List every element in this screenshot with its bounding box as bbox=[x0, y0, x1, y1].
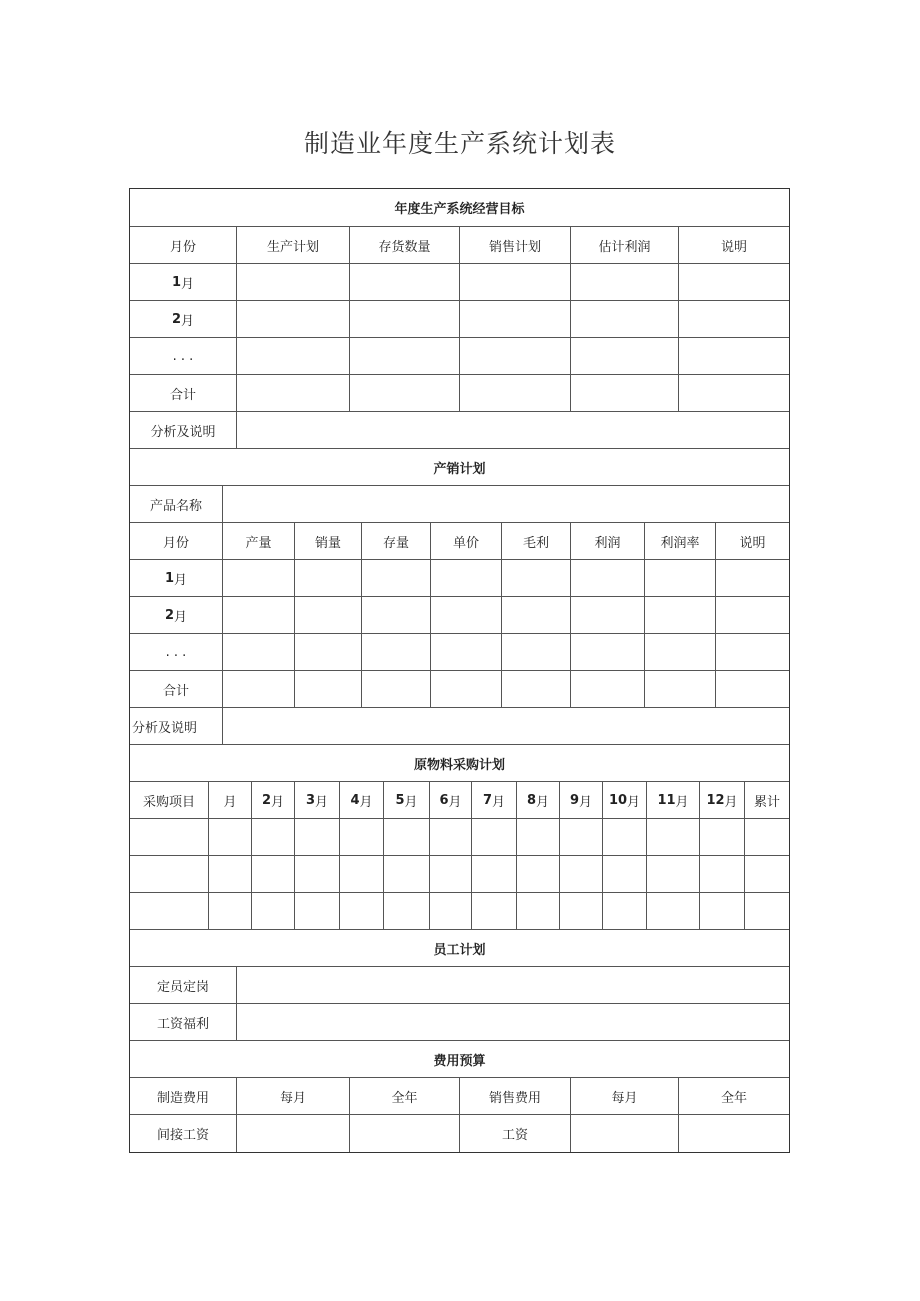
header-cell: 6 月 bbox=[430, 782, 472, 818]
month-label: 1 月 bbox=[130, 264, 237, 300]
header-cell: 利润 bbox=[571, 523, 645, 559]
header-cell: 累计 bbox=[753, 794, 780, 810]
month-label: 2 月 bbox=[130, 597, 223, 633]
input-cell[interactable] bbox=[716, 597, 789, 633]
header-cell: 8 月 bbox=[517, 782, 560, 818]
analysis-label: 分析及说明 bbox=[130, 412, 237, 448]
input-cell[interactable] bbox=[431, 597, 502, 633]
input-cell[interactable] bbox=[350, 338, 460, 374]
analysis-label: 分析及说明 bbox=[130, 708, 223, 744]
table-row-total bbox=[130, 375, 789, 412]
header-cell: 销量 bbox=[295, 523, 362, 559]
table-header-row bbox=[130, 1078, 789, 1115]
input-cell[interactable] bbox=[647, 893, 700, 929]
input-cell[interactable] bbox=[560, 856, 603, 892]
input-cell[interactable] bbox=[384, 856, 430, 892]
header-cell: 单价 bbox=[431, 523, 502, 559]
input-cell[interactable] bbox=[431, 634, 502, 670]
table-row bbox=[130, 1115, 789, 1152]
header-cell: 月份 bbox=[130, 523, 223, 559]
header-cell: 4 月 bbox=[340, 782, 384, 818]
input-cell[interactable] bbox=[679, 1115, 789, 1152]
header-cell: 制造费用 bbox=[130, 1078, 237, 1114]
table-row bbox=[130, 301, 789, 338]
input-cell[interactable] bbox=[571, 597, 645, 633]
analysis-row bbox=[130, 412, 789, 449]
input-cell[interactable] bbox=[295, 856, 340, 892]
input-cell[interactable] bbox=[362, 634, 431, 670]
input-cell[interactable] bbox=[679, 375, 789, 411]
input-cell[interactable] bbox=[237, 301, 350, 337]
input-cell[interactable] bbox=[716, 560, 789, 596]
input-cell[interactable] bbox=[472, 856, 517, 892]
row-label: 间接工资 bbox=[130, 1115, 237, 1152]
header-cell: 说明 bbox=[720, 239, 747, 255]
input-cell[interactable] bbox=[603, 819, 647, 855]
input-cell[interactable] bbox=[700, 856, 745, 892]
input-cell[interactable] bbox=[517, 893, 560, 929]
ellipsis-label: . . . bbox=[130, 338, 237, 374]
input-cell[interactable] bbox=[295, 893, 340, 929]
input-cell[interactable] bbox=[431, 671, 502, 707]
staffing-label: 工资福利 bbox=[130, 1004, 237, 1040]
header-cell: 月 bbox=[209, 782, 252, 818]
input-cell[interactable] bbox=[130, 893, 209, 929]
input-cell[interactable] bbox=[502, 634, 571, 670]
input-cell[interactable] bbox=[350, 375, 460, 411]
input-cell[interactable] bbox=[252, 819, 295, 855]
header-cell: 销售计划 bbox=[460, 227, 571, 263]
input-cell[interactable] bbox=[645, 671, 716, 707]
header-cell: 产量 bbox=[223, 523, 295, 559]
input-cell[interactable] bbox=[745, 819, 789, 855]
header-cell: 9 月 bbox=[560, 782, 603, 818]
month-label: 2 月 bbox=[130, 301, 237, 337]
input-cell[interactable] bbox=[517, 856, 560, 892]
input-cell[interactable] bbox=[223, 560, 295, 596]
input-cell[interactable] bbox=[571, 1115, 679, 1152]
plan-table bbox=[129, 188, 790, 1153]
header-cell: 全年 bbox=[720, 1090, 747, 1106]
input-cell[interactable] bbox=[431, 560, 502, 596]
input-cell[interactable] bbox=[350, 301, 460, 337]
product-name-row bbox=[130, 486, 789, 523]
input-cell[interactable] bbox=[237, 967, 789, 1003]
input-cell[interactable] bbox=[560, 893, 603, 929]
input-cell[interactable] bbox=[430, 819, 472, 855]
input-cell[interactable] bbox=[130, 856, 209, 892]
input-cell[interactable] bbox=[340, 819, 384, 855]
input-cell[interactable] bbox=[295, 671, 362, 707]
input-cell[interactable] bbox=[430, 893, 472, 929]
input-cell[interactable] bbox=[571, 671, 645, 707]
input-cell[interactable] bbox=[350, 264, 460, 300]
table-row bbox=[130, 819, 789, 856]
input-cell[interactable] bbox=[647, 856, 700, 892]
input-cell[interactable] bbox=[472, 893, 517, 929]
header-cell: 利润率 bbox=[645, 523, 716, 559]
input-cell[interactable] bbox=[295, 634, 362, 670]
header-cell: 生产计划 bbox=[237, 227, 350, 263]
staffing-row bbox=[130, 1004, 789, 1041]
table-header-row bbox=[130, 782, 789, 819]
input-cell[interactable] bbox=[571, 301, 679, 337]
input-cell[interactable] bbox=[647, 819, 700, 855]
input-cell[interactable] bbox=[209, 893, 252, 929]
section-heading-staffing bbox=[130, 930, 789, 967]
table-row bbox=[130, 338, 789, 375]
header-cell: 11 月 bbox=[647, 782, 700, 818]
header-cell: 5 月 bbox=[384, 782, 430, 818]
input-cell[interactable] bbox=[571, 264, 679, 300]
input-cell[interactable] bbox=[645, 634, 716, 670]
table-row bbox=[130, 264, 789, 301]
input-cell[interactable] bbox=[502, 597, 571, 633]
input-cell[interactable] bbox=[295, 819, 340, 855]
input-cell[interactable] bbox=[502, 671, 571, 707]
input-cell[interactable] bbox=[130, 819, 209, 855]
header-cell: 每月 bbox=[237, 1078, 350, 1114]
input-cell[interactable] bbox=[472, 819, 517, 855]
input-cell[interactable] bbox=[209, 819, 252, 855]
input-cell[interactable] bbox=[560, 819, 603, 855]
input-cell[interactable] bbox=[745, 893, 789, 929]
month-label: 1 月 bbox=[130, 560, 223, 596]
section-title: 费用预算 bbox=[433, 1053, 486, 1069]
header-cell: 全年 bbox=[350, 1078, 460, 1114]
input-cell[interactable] bbox=[384, 819, 430, 855]
input-cell[interactable] bbox=[460, 375, 571, 411]
ellipsis-label: . . . bbox=[130, 634, 223, 670]
table-row bbox=[130, 856, 789, 893]
input-cell[interactable] bbox=[716, 634, 789, 670]
input-cell[interactable] bbox=[237, 1004, 789, 1040]
input-cell[interactable] bbox=[295, 560, 362, 596]
input-cell[interactable] bbox=[350, 1115, 460, 1152]
row-label: 工资 bbox=[460, 1115, 571, 1152]
analysis-input[interactable] bbox=[223, 708, 789, 744]
input-cell[interactable] bbox=[295, 597, 362, 633]
input-cell[interactable] bbox=[460, 264, 571, 300]
total-label: 合计 bbox=[130, 671, 223, 707]
input-cell[interactable] bbox=[362, 560, 431, 596]
table-header-row bbox=[130, 523, 789, 560]
analysis-row bbox=[130, 708, 789, 745]
input-cell[interactable] bbox=[340, 856, 384, 892]
input-cell[interactable] bbox=[362, 597, 431, 633]
input-cell[interactable] bbox=[571, 634, 645, 670]
input-cell[interactable] bbox=[340, 893, 384, 929]
input-cell[interactable] bbox=[209, 856, 252, 892]
input-cell[interactable] bbox=[517, 819, 560, 855]
header-cell: 2 月 bbox=[252, 782, 295, 818]
header-cell: 存量 bbox=[362, 523, 431, 559]
section-heading-operating-targets bbox=[130, 189, 789, 227]
section-title: 年度生产系统经营目标 bbox=[394, 202, 525, 217]
header-cell: 估计利润 bbox=[571, 227, 679, 263]
table-row bbox=[130, 634, 789, 671]
input-cell[interactable] bbox=[252, 893, 295, 929]
staffing-label: 定员定岗 bbox=[130, 967, 237, 1003]
input-cell[interactable] bbox=[571, 375, 679, 411]
product-name-input[interactable] bbox=[223, 486, 789, 522]
input-cell[interactable] bbox=[430, 856, 472, 892]
input-cell[interactable] bbox=[571, 338, 679, 374]
section-heading-budget bbox=[130, 1041, 789, 1078]
input-cell[interactable] bbox=[223, 634, 295, 670]
header-cell: 毛利 bbox=[502, 523, 571, 559]
input-cell[interactable] bbox=[700, 819, 745, 855]
header-cell: 12 月 bbox=[700, 782, 745, 818]
section-title: 员工计划 bbox=[433, 942, 486, 958]
input-cell[interactable] bbox=[362, 671, 431, 707]
header-cell: 3 月 bbox=[295, 782, 340, 818]
input-cell[interactable] bbox=[237, 375, 350, 411]
header-cell: 说明 bbox=[739, 535, 766, 551]
header-cell: 销售费用 bbox=[460, 1078, 571, 1114]
header-cell: 每月 bbox=[571, 1078, 679, 1114]
input-cell[interactable] bbox=[745, 856, 789, 892]
header-cell: 10 月 bbox=[603, 782, 647, 818]
input-cell[interactable] bbox=[237, 264, 350, 300]
input-cell[interactable] bbox=[460, 338, 571, 374]
staffing-row bbox=[130, 967, 789, 1004]
input-cell[interactable] bbox=[603, 856, 647, 892]
header-cell: 采购项目 bbox=[130, 782, 209, 818]
page-title: 制造业年度生产系统计划表 bbox=[303, 129, 616, 158]
total-label: 合计 bbox=[130, 375, 237, 411]
section-title: 原物料采购计划 bbox=[413, 757, 505, 773]
input-cell[interactable] bbox=[679, 338, 789, 374]
input-cell[interactable] bbox=[716, 671, 789, 707]
table-row bbox=[130, 893, 789, 930]
input-cell[interactable] bbox=[223, 671, 295, 707]
table-row bbox=[130, 597, 789, 634]
input-cell[interactable] bbox=[384, 893, 430, 929]
input-cell[interactable] bbox=[237, 338, 350, 374]
table-row-total bbox=[130, 671, 789, 708]
input-cell[interactable] bbox=[252, 856, 295, 892]
input-cell[interactable] bbox=[679, 264, 789, 300]
analysis-input[interactable] bbox=[237, 412, 789, 448]
input-cell[interactable] bbox=[679, 301, 789, 337]
header-cell: 月份 bbox=[130, 227, 237, 263]
table-header-row bbox=[130, 227, 789, 264]
section-title: 产销计划 bbox=[433, 461, 486, 477]
input-cell[interactable] bbox=[645, 597, 716, 633]
input-cell[interactable] bbox=[645, 560, 716, 596]
section-heading-purchasing bbox=[130, 745, 789, 782]
header-cell: 存货数量 bbox=[350, 227, 460, 263]
header-cell: 7 月 bbox=[472, 782, 517, 818]
input-cell[interactable] bbox=[502, 560, 571, 596]
table-row bbox=[130, 560, 789, 597]
input-cell[interactable] bbox=[223, 597, 295, 633]
input-cell[interactable] bbox=[237, 1115, 350, 1152]
input-cell[interactable] bbox=[700, 893, 745, 929]
input-cell[interactable] bbox=[460, 301, 571, 337]
input-cell[interactable] bbox=[571, 560, 645, 596]
product-name-label: 产品名称 bbox=[130, 486, 223, 522]
section-heading-production-sales bbox=[130, 449, 789, 486]
input-cell[interactable] bbox=[603, 893, 647, 929]
